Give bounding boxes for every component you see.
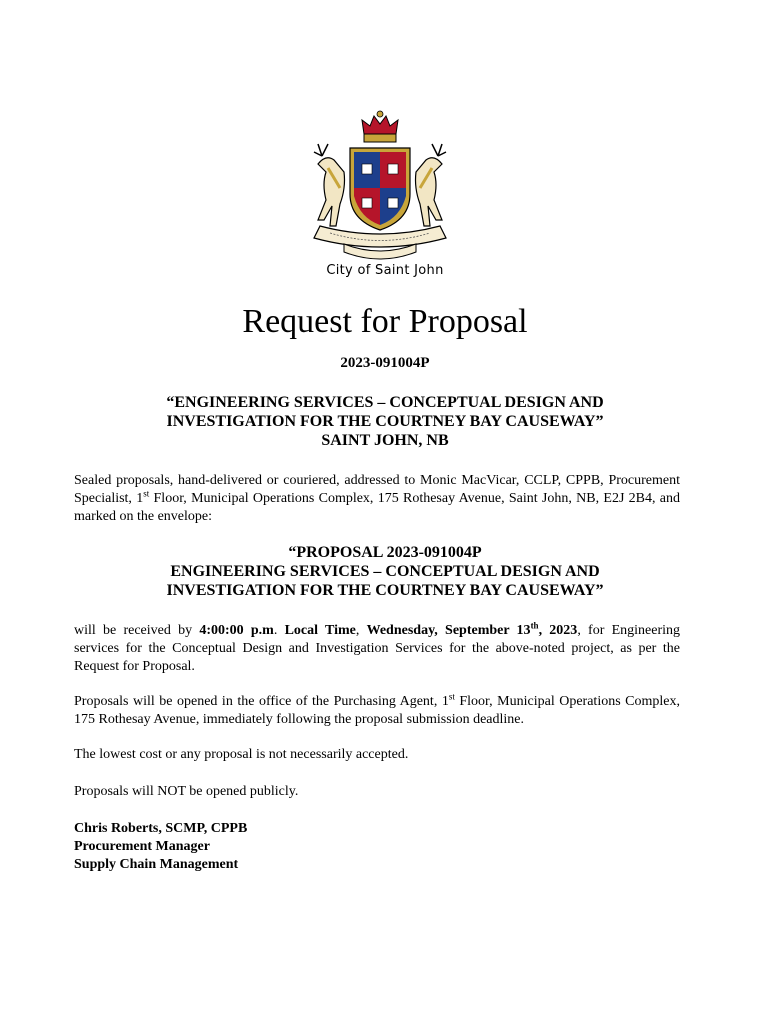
opening-paragraph xyxy=(74,693,680,729)
project-heading-line: “ENGINEERING SERVICES – CONCEPTUAL DESIGN AND xyxy=(166,394,604,411)
intro-paragraph xyxy=(74,472,680,526)
deadline-paragraph xyxy=(74,622,680,676)
superscript: th xyxy=(530,620,539,631)
right-deer-supporter-icon xyxy=(416,144,447,226)
signature-title: Procurement Manager xyxy=(74,839,210,854)
signature-name: Chris Roberts, SCMP, CPPB xyxy=(74,821,248,836)
opening-text: Proposals will be opened in the office of the Purchasing Agent, 1 xyxy=(74,694,449,709)
superscript: st xyxy=(448,691,455,702)
envelope-heading-line: “PROPOSAL 2023-091004P xyxy=(288,544,482,561)
opening-text: Floor, Municipal Operations Complex, 175 Rothesay Avenue, immediately following the proposal submission deadline. xyxy=(74,694,680,727)
page-title: Request for Proposal xyxy=(242,303,528,340)
rfp-number: 2023-091004P xyxy=(340,355,430,371)
deadline-text: , for Engineering services for the Conceptual Design and Investigation Services for the above-noted project, as per the Request for Proposal. xyxy=(74,623,681,674)
acceptance-note: The lowest cost or any proposal is not necessarily accepted. xyxy=(74,747,409,762)
deadline-date: Wednesday, September 13 xyxy=(366,623,531,638)
envelope-heading xyxy=(80,543,690,600)
signature-block xyxy=(74,820,247,874)
project-heading xyxy=(80,393,690,450)
project-heading-line: INVESTIGATION FOR THE COURTNEY BAY CAUSEWAY” xyxy=(166,413,604,430)
project-heading-line: SAINT JOHN, NB xyxy=(321,432,449,449)
intro-text: Sealed proposals, hand-delivered or couriered, addressed to Monic MacVicar, CCLP, CPPB, Procurement Specialist, 1 xyxy=(74,473,680,506)
motto-scroll-icon xyxy=(314,226,446,259)
shield-icon xyxy=(350,148,410,230)
deadline-text: , xyxy=(355,623,367,638)
envelope-heading-line: ENGINEERING SERVICES – CONCEPTUAL DESIGN AND xyxy=(170,563,600,580)
left-deer-supporter-icon xyxy=(314,144,345,226)
deadline-year: , 2023 xyxy=(538,623,578,638)
deadline-text: . xyxy=(273,623,285,638)
intro-text: Floor, Municipal Operations Complex, 175 Rothesay Avenue, Saint John, NB, E2J 2B4, and marked on the envelope: xyxy=(74,491,681,524)
superscript: st xyxy=(143,488,150,499)
deadline-time: 4:00:00 p.m xyxy=(199,623,274,638)
city-name: City of Saint John xyxy=(326,263,444,278)
envelope-heading-line: INVESTIGATION FOR THE COURTNEY BAY CAUSEWAY” xyxy=(166,582,604,599)
city-of-saint-john-coat-of-arms-icon xyxy=(300,108,460,268)
deadline-local-time: Local Time xyxy=(284,623,356,638)
crown-icon xyxy=(362,111,398,142)
signature-department: Supply Chain Management xyxy=(74,857,239,872)
public-opening-note: Proposals will NOT be opened publicly. xyxy=(74,784,299,799)
deadline-text: will be received by xyxy=(74,623,200,638)
